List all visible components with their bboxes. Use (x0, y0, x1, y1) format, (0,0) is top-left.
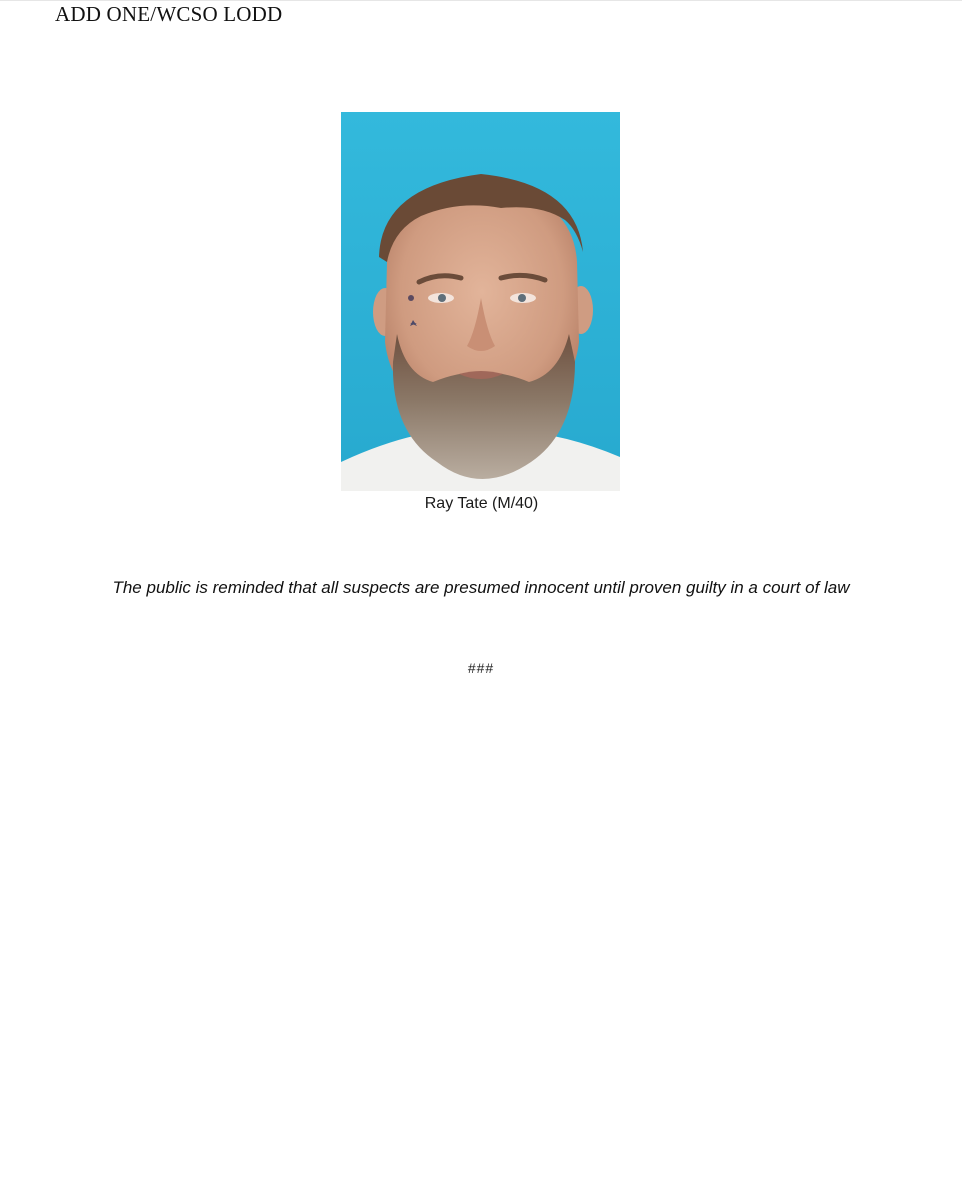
page-header: ADD ONE/WCSO LODD (55, 2, 283, 26)
photo-caption: Ray Tate (M/40) (424, 495, 539, 512)
end-mark: ### (467, 660, 495, 676)
portrait-image (341, 112, 620, 491)
presumption-notice: The public is reminded that all suspects are presumed innocent until proven guilty in a court of law (112, 578, 850, 597)
suspect-photo (341, 112, 620, 491)
top-divider (0, 0, 962, 1)
